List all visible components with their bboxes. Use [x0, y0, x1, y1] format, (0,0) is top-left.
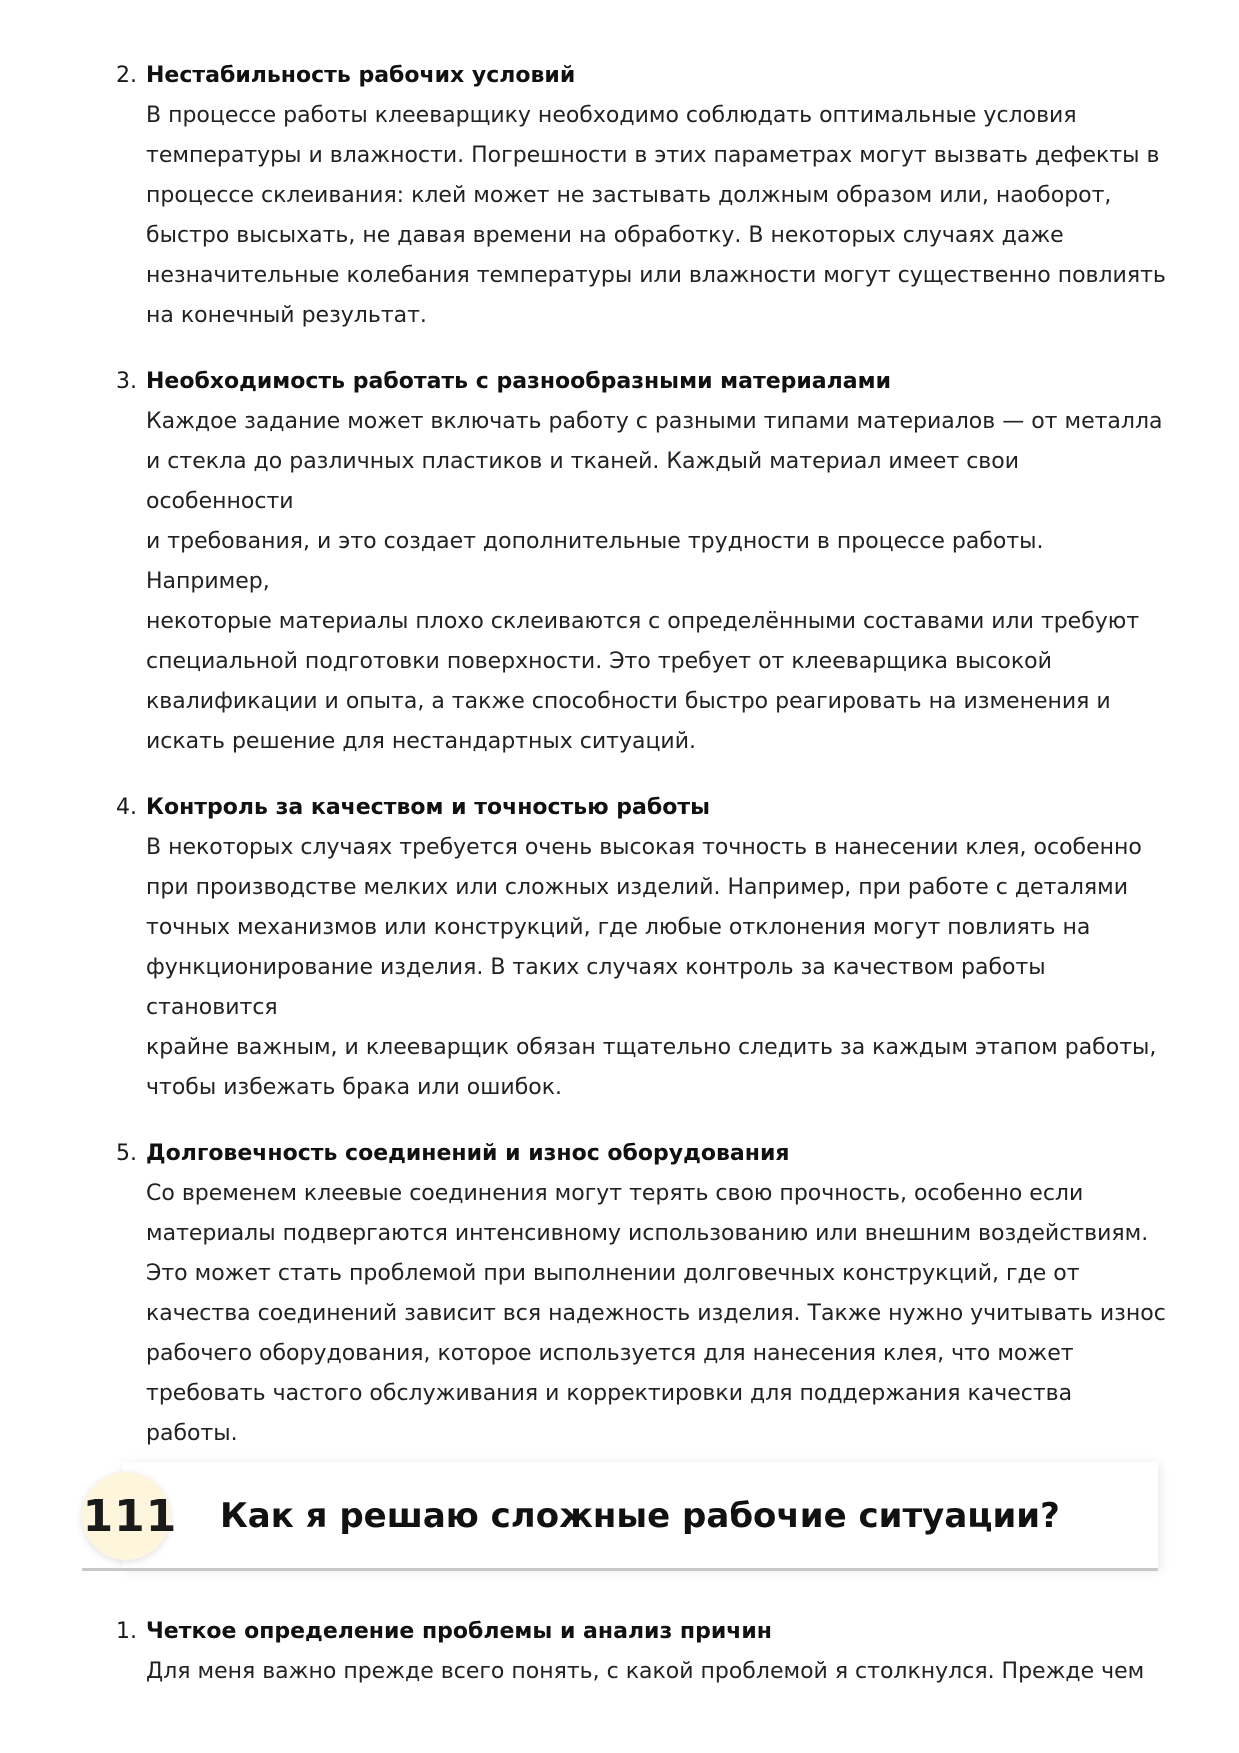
list-item: [116, 1612, 1166, 1692]
section-divider: [82, 1568, 1158, 1571]
item-body: Каждое задание может включать работу с разными типами материалов — от металла и стекла до различных пластиков и тканей. Каждый материал имеет свои особенности и требования, и это создает дополнительные трудности в процессе работы. Например, некоторые материалы плохо склеиваются с определёнными составами или требуют специальной подготовки поверхности. Это требует от клееварщика высокой квалификации и опыта, а также способности быстро реагировать на изменения и искать решение для нестандартных ситуаций.: [146, 409, 1163, 754]
item-title: Контроль за качеством и точностью работы: [146, 795, 710, 820]
item-number: 4.: [116, 795, 137, 820]
item-number: 2.: [116, 63, 137, 88]
item-title: Необходимость работать с разнообразными материалами: [146, 369, 892, 394]
solutions-list: [116, 1612, 1166, 1718]
item-title: Долговечность соединений и износ оборудования: [146, 1141, 790, 1166]
item-title: Четкое определение проблемы и анализ причин: [146, 1619, 772, 1644]
list-item: [116, 1134, 1166, 1454]
challenges-list: [116, 56, 1166, 1480]
item-number: 1.: [116, 1619, 137, 1644]
section-number: 111: [82, 1491, 178, 1542]
section-header: [82, 1462, 1158, 1572]
list-item: [116, 362, 1166, 762]
item-number: 5.: [116, 1141, 137, 1166]
item-body: В некоторых случаях требуется очень высокая точность в нанесении клея, особенно при производстве мелких или сложных изделий. Например, при работе с деталями точных механизмов или конструкций, где любые отклонения могут повлиять на функционирование изделия. В таких случаях контроль за качеством работы становится крайне важным, и клееварщик обязан тщательно следить за каждым этапом работы, чтобы избежать брака или ошибок.: [146, 835, 1157, 1100]
list-item: [116, 788, 1166, 1108]
item-number: 3.: [116, 369, 137, 394]
item-title: Нестабильность рабочих условий: [146, 63, 576, 88]
list-item: [116, 56, 1166, 336]
item-body: Со временем клеевые соединения могут терять свою прочность, особенно если материалы подвергаются интенсивному использованию или внешним воздействиям. Это может стать проблемой при выполнении долговечных конструкций, где от качества соединений зависит вся надежность изделия. Также нужно учитывать износ рабочего оборудования, которое используется для нанесения клея, что может требовать частого обслуживания и корректировки для поддержания качества работы.: [146, 1181, 1166, 1446]
section-title: Как я решаю сложные рабочие ситуации?: [220, 1496, 1060, 1536]
item-body: В процессе работы клееварщику необходимо соблюдать оптимальные условия температуры и влажности. Погрешности в этих параметрах могут вызвать дефекты в процессе склеивания: клей может не застывать должным образом или, наоборот, быстро высыхать, не давая времени на обработку. В некоторых случаях даже незначительные колебания температуры или влажности могут существенно повлиять на конечный результат.: [146, 103, 1166, 328]
item-body: Для меня важно прежде всего понять, с какой проблемой я столкнулся. Прежде чем: [146, 1659, 1145, 1684]
